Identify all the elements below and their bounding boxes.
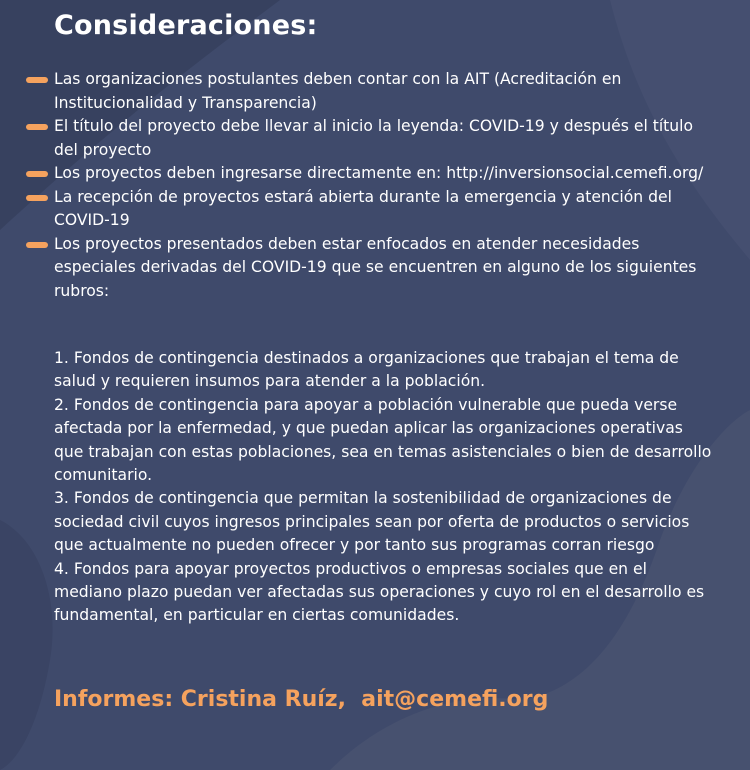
list-item-text: Los proyectos deben ingresarse directamente en: http://inversionsocial.cemefi.org/ xyxy=(54,164,704,182)
list-item xyxy=(0,162,704,186)
rubros-list xyxy=(54,347,714,628)
list-item xyxy=(0,186,704,233)
dash-bullet-icon xyxy=(26,195,48,201)
rubro-item: 2. Fondos de contingencia para apoyar a población vulnerable que pueda verse afectada por la enfermedad, y que puedan aplicar las organizaciones operativas que trabajan con estas poblaciones, sea en temas asistenciales o bien de desarrollo comunitario. xyxy=(54,395,712,485)
dash-bullet-icon xyxy=(26,242,48,248)
considerations-list xyxy=(0,68,750,303)
list-item xyxy=(0,68,704,115)
list-item-text: Los proyectos presentados deben estar enfocados en atender necesidades especiales derivadas del COVID-19 que se encuentren en alguno de los siguientes rubros: xyxy=(54,234,697,300)
list-item-text: Las organizaciones postulantes deben contar con la AIT (Acreditación en Institucionalidad y Transparencia) xyxy=(54,70,622,112)
contact-email[interactable]: ait@cemefi.org xyxy=(361,687,549,712)
dash-bullet-icon xyxy=(26,77,48,83)
rubro-item: 1. Fondos de contingencia destinados a organizaciones que trabajan el tema de salud y requieren insumos para atender a la población. xyxy=(54,349,679,391)
dash-bullet-icon xyxy=(26,171,48,177)
page-title: Consideraciones: xyxy=(54,10,318,41)
rubro-item: 4. Fondos para apoyar proyectos productivos o empresas sociales que en el mediano plazo puedan ver afectadas sus operaciones y cuyo rol en el desarrollo es fundamental, en particular en ciertas comunidades. xyxy=(54,559,705,625)
list-item xyxy=(0,115,704,162)
contact-label: Informes: Cristina Ruíz, xyxy=(54,687,346,712)
list-item-text: La recepción de proyectos estará abierta durante la emergencia y atención del COVID-19 xyxy=(54,187,672,229)
list-item-text: El título del proyecto debe llevar al inicio la leyenda: COVID-19 y después el título del proyecto xyxy=(54,117,694,159)
list-item xyxy=(0,233,704,304)
rubro-item: 3. Fondos de contingencia que permitan la sostenibilidad de organizaciones de sociedad civil cuyos ingresos principales sean por oferta de productos o servicios que actualmente no pueden ofrecer y por tanto sus programas corran riesgo xyxy=(54,489,690,555)
contact-footer xyxy=(54,687,548,712)
dash-bullet-icon xyxy=(26,124,48,130)
